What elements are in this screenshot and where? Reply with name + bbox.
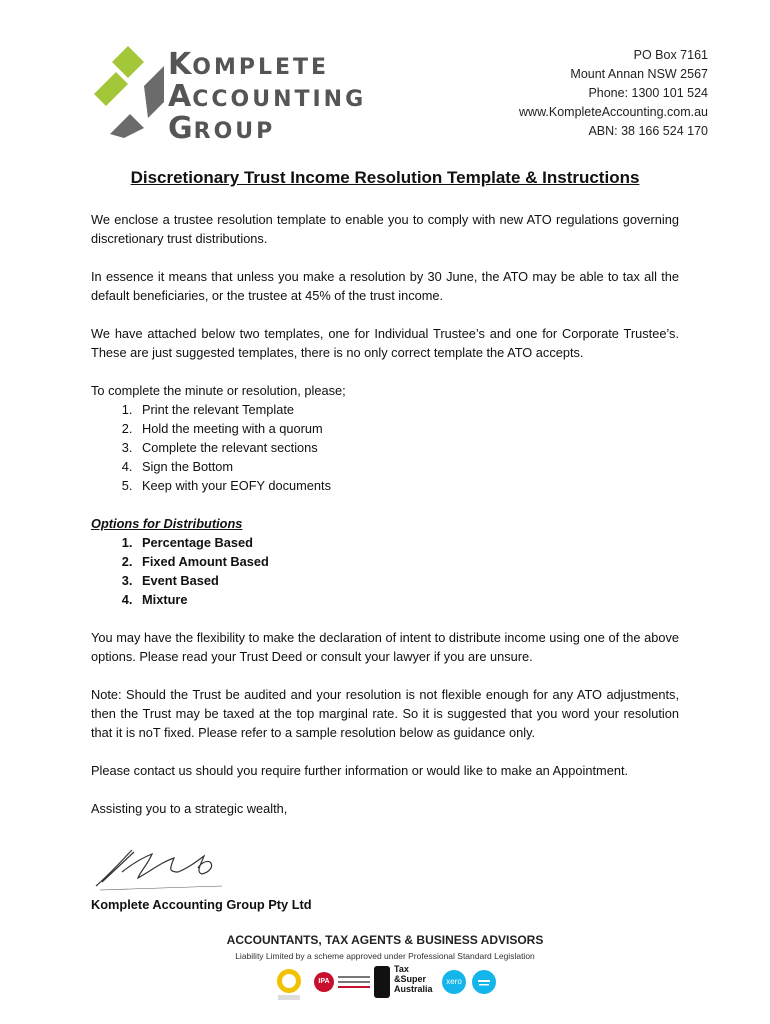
list-item: 4. Sign the Bottom [136, 457, 679, 476]
list-item: 2. Hold the meeting with a quorum [136, 419, 679, 438]
advisor-badge-icon [472, 970, 496, 994]
paragraph-templates: We have attached below two templates, one for Individual Trustee’s and one for Corporate Trustee’s. These are just suggested templates, there is no only correct template the ATO accepts. [91, 326, 679, 360]
paragraph-closing: Assisting you to a strategic wealth, [91, 801, 288, 816]
footer-subtitle: Liability Limited by a scheme approved under Professional Standard Legislation [235, 951, 535, 961]
ipa-badge [314, 966, 372, 1000]
tsa-line1: Tax [394, 964, 409, 974]
options-list [91, 533, 679, 609]
logo-wordmark: KOMPLETE ACCOUNTING GROUP [168, 47, 367, 146]
paragraph-intro: We enclose a trustee resolution template to enable you to comply with new ATO regulations governing discretionary trust distributions. [91, 212, 679, 246]
list-item: 5. Keep with your EOFY documents [136, 476, 679, 495]
list-item: 1. Percentage Based [136, 533, 679, 552]
accreditation-badges [270, 964, 510, 1004]
list-item: 3. Complete the relevant sections [136, 438, 679, 457]
xero-badge: xero [442, 970, 466, 994]
paragraph-flexibility: You may have the flexibility to make the declaration of intent to distribute income using one of the above options. Please read your Trust Deed or consult your lawyer if you are unsure. [91, 630, 679, 664]
tsa-mark-icon [374, 966, 390, 998]
paragraph-note: Note: Should the Trust be audited and your resolution is not flexible enough for any ATO adjustments, then the Trust may be taxed at the top marginal rate. So it is suggested that you word your resolution that it is noT fixed. Please refer to a sample resolution below as guidance only. [91, 687, 679, 740]
list-item: 3. Event Based [136, 571, 679, 590]
steps-list [91, 400, 679, 495]
tsa-line2: &Super [394, 974, 427, 984]
logo-mark-icon [88, 42, 168, 138]
list-item: 2. Fixed Amount Based [136, 552, 679, 571]
list-item: 1. Print the relevant Template [136, 400, 679, 419]
company-logo [88, 40, 388, 146]
po-box: PO Box 7161 [633, 48, 708, 62]
options-heading: Options for Distributions [91, 516, 243, 531]
abn: ABN: 38 166 524 170 [588, 124, 708, 138]
company-address [519, 46, 708, 141]
page-title: Discretionary Trust Income Resolution Template & Instructions [130, 168, 640, 187]
tsa-line3: Australia [394, 984, 433, 994]
steps-intro: To complete the minute or resolution, please; [91, 383, 346, 398]
paragraph-contact: Please contact us should you require further information or would like to make an Appointment. [91, 763, 629, 778]
footer-title: ACCOUNTANTS, TAX AGENTS & BUSINESS ADVISORS [226, 933, 544, 947]
award-badge-icon [272, 966, 306, 1002]
signature-icon [92, 842, 232, 892]
suburb: Mount Annan NSW 2567 [570, 67, 708, 81]
tax-super-australia-badge [374, 964, 436, 1002]
website-link[interactable]: www.KompleteAccounting.com.au [519, 105, 708, 119]
paragraph-essence: In essence it means that unless you make a resolution by 30 June, the ATO may be able to tax all the default beneficiaries, or the trustee at 45% of the trust income. [91, 269, 679, 303]
ipa-logo-icon: IPA [314, 972, 334, 992]
letter-body [91, 210, 679, 837]
list-item: 4. Mixture [136, 590, 679, 609]
ipa-text-lines [338, 976, 370, 988]
phone: Phone: 1300 101 524 [588, 86, 708, 100]
company-signoff: Komplete Accounting Group Pty Ltd [91, 897, 312, 912]
